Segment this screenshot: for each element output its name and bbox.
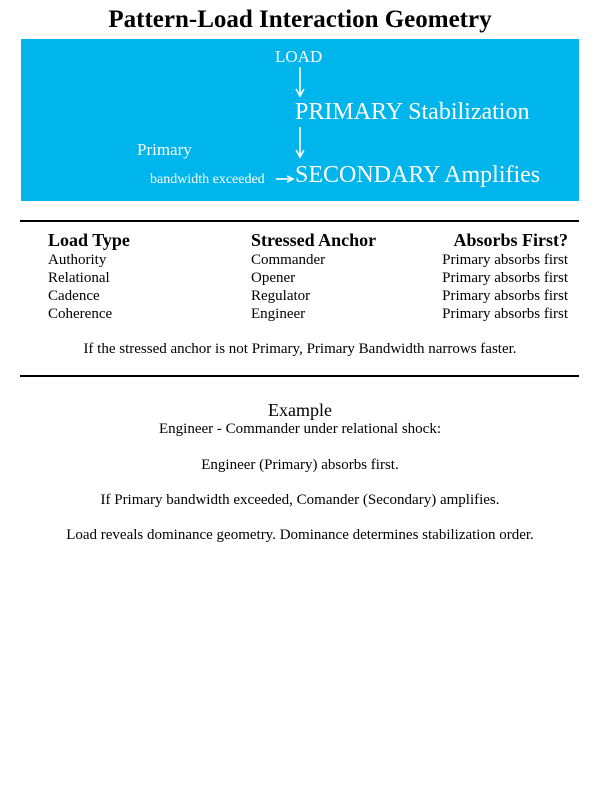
header-stressed-anchor: Stressed Anchor: [251, 230, 377, 250]
table-header: [48, 230, 568, 252]
example-line: If Primary bandwidth exceeded, Comander (Secondary) amplifies.: [100, 492, 500, 508]
example-line: Load reveals dominance geometry. Dominance determines stabilization order.: [66, 527, 534, 543]
example-line: Engineer (Primary) absorbs first.: [201, 457, 399, 473]
cell-stressed-anchor: Opener: [251, 270, 296, 286]
load-flow-panel: [21, 39, 579, 201]
secondary-amplifies-label: SECONDARY Amplifies: [295, 162, 541, 188]
cell-load-type: Coherence: [48, 306, 113, 322]
table-row: [48, 270, 568, 288]
cell-absorbs-first: Primary absorbs first: [442, 270, 568, 286]
cell-stressed-anchor: Engineer: [251, 306, 306, 322]
load-label: LOAD: [275, 47, 323, 66]
bandwidth-exceeded-label: bandwidth exceeded: [150, 172, 265, 187]
table-row: [48, 252, 568, 270]
cell-absorbs-first: Primary absorbs first: [442, 288, 568, 304]
table-row: [48, 306, 568, 324]
cell-load-type: Authority: [48, 252, 107, 268]
example-line: Engineer - Commander under relational shock:: [159, 421, 441, 437]
cell-load-type: Relational: [48, 270, 110, 286]
divider-top: [20, 220, 579, 222]
header-load-type: Load Type: [48, 230, 130, 250]
table-row: [48, 288, 568, 306]
cell-stressed-anchor: Regulator: [251, 288, 311, 304]
header-absorbs-first: Absorbs First?: [453, 230, 568, 250]
page-title: Pattern-Load Interaction Geometry: [108, 6, 492, 33]
example-title: Example: [268, 400, 332, 420]
divider-bottom: [20, 375, 579, 377]
bandwidth-note: If the stressed anchor is not Primary, Primary Bandwidth narrows faster.: [83, 341, 517, 357]
load-table: [48, 230, 568, 324]
cell-absorbs-first: Primary absorbs first: [442, 252, 568, 268]
cell-absorbs-first: Primary absorbs first: [442, 306, 568, 322]
cell-load-type: Cadence: [48, 288, 100, 304]
cell-stressed-anchor: Commander: [251, 252, 326, 268]
primary-stabilization-label: PRIMARY Stabilization: [295, 99, 530, 125]
primary-label: Primary: [137, 140, 192, 159]
